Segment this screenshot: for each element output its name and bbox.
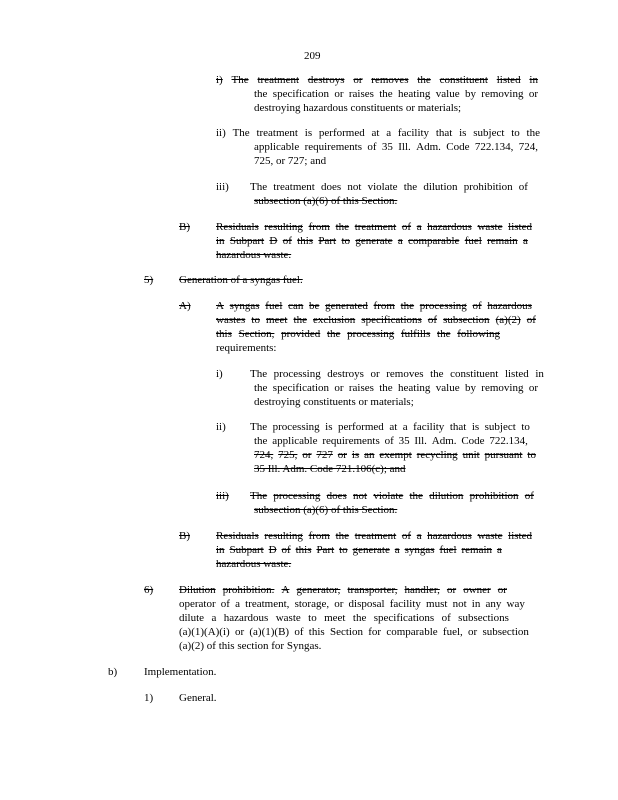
doc-line: requirements: xyxy=(216,342,277,354)
doc-line: 35 Ill. Adm. Code 721.106(c); and xyxy=(254,463,406,475)
doc-line: The processing destroys or removes the constituent listed in xyxy=(250,368,544,380)
doc-line: hazardous waste. xyxy=(216,249,292,261)
doc-line: subsection (a)(6) of this Section. xyxy=(254,195,398,207)
doc-line: the applicable requirements of 35 Ill. Adm. Code 722.134, xyxy=(254,435,528,447)
doc-line: wastes to meet the exclusion specifications of subsection (a)(2) of xyxy=(216,314,536,326)
doc-line: in Subpart D of this Part to generate a comparable fuel remain a xyxy=(216,235,528,247)
doc-line: destroying constituents or materials; xyxy=(254,396,414,408)
doc-line: (a)(1)(A)(i) or (a)(1)(B) of this Section for comparable fuel, or subsection xyxy=(179,626,529,638)
doc-line: b) xyxy=(108,666,118,678)
doc-line: applicable requirements of 35 Ill. Adm. Code 722.134, 724, xyxy=(254,141,538,153)
doc-line: A) xyxy=(179,300,191,312)
doc-line: 6) xyxy=(144,584,154,596)
doc-line: The treatment does not violate the dilution prohibition of xyxy=(250,181,528,193)
doc-line: destroying hazardous constituents or materials; xyxy=(254,102,462,114)
doc-line: 1) xyxy=(144,692,154,704)
doc-line: ii) xyxy=(216,421,226,433)
doc-line: Generation of a syngas fuel. xyxy=(179,274,303,286)
doc-line: (a)(2) of this section for Syngas. xyxy=(179,640,322,652)
page-number: 209 xyxy=(304,50,321,62)
doc-line: iii) xyxy=(216,181,229,193)
doc-line: 725, or 727; and xyxy=(254,155,327,167)
doc-line: The processing does not violate the dilution prohibition of xyxy=(250,490,534,502)
doc-line: 724, 725, or 727 or is an exempt recycling unit pursuant to xyxy=(254,449,536,461)
doc-line: hazardous waste. xyxy=(216,558,292,570)
doc-line: the specification or raises the heating value by removing or xyxy=(254,88,538,100)
doc-line: Implementation. xyxy=(144,666,217,678)
doc-line: Dilution prohibition. A generator, transporter, handler, or owner or xyxy=(179,584,507,596)
doc-line: i) xyxy=(216,368,223,380)
doc-line: ii) The treatment is performed at a facility that is subject to the xyxy=(216,127,540,139)
doc-line: i) The treatment destroys or removes the constituent listed in xyxy=(216,74,538,86)
doc-line: dilute a hazardous waste to meet the specifications of subsections xyxy=(179,612,509,624)
doc-line: A syngas fuel can be generated from the processing of hazardous xyxy=(216,300,532,312)
doc-line: operator of a treatment, storage, or disposal facility must not in any way xyxy=(179,598,525,610)
doc-line: Residuals resulting from the treatment of a hazardous waste listed xyxy=(216,221,532,233)
doc-line: iii) xyxy=(216,490,229,502)
doc-line: this Section, provided the processing fulfills the following xyxy=(216,328,500,340)
doc-line: 5) xyxy=(144,274,154,286)
doc-line: in Subpart D of this Part to generate a syngas fuel remain a xyxy=(216,544,502,556)
doc-line: B) xyxy=(179,530,190,542)
doc-line: General. xyxy=(179,692,217,704)
doc-line: the specification or raises the heating value by removing or xyxy=(254,382,538,394)
doc-line: subsection (a)(6) of this Section. xyxy=(254,504,398,516)
doc-line: Residuals resulting from the treatment of a hazardous waste listed xyxy=(216,530,532,542)
doc-line: The processing is performed at a facility that is subject to xyxy=(250,421,530,433)
doc-line: B) xyxy=(179,221,190,233)
